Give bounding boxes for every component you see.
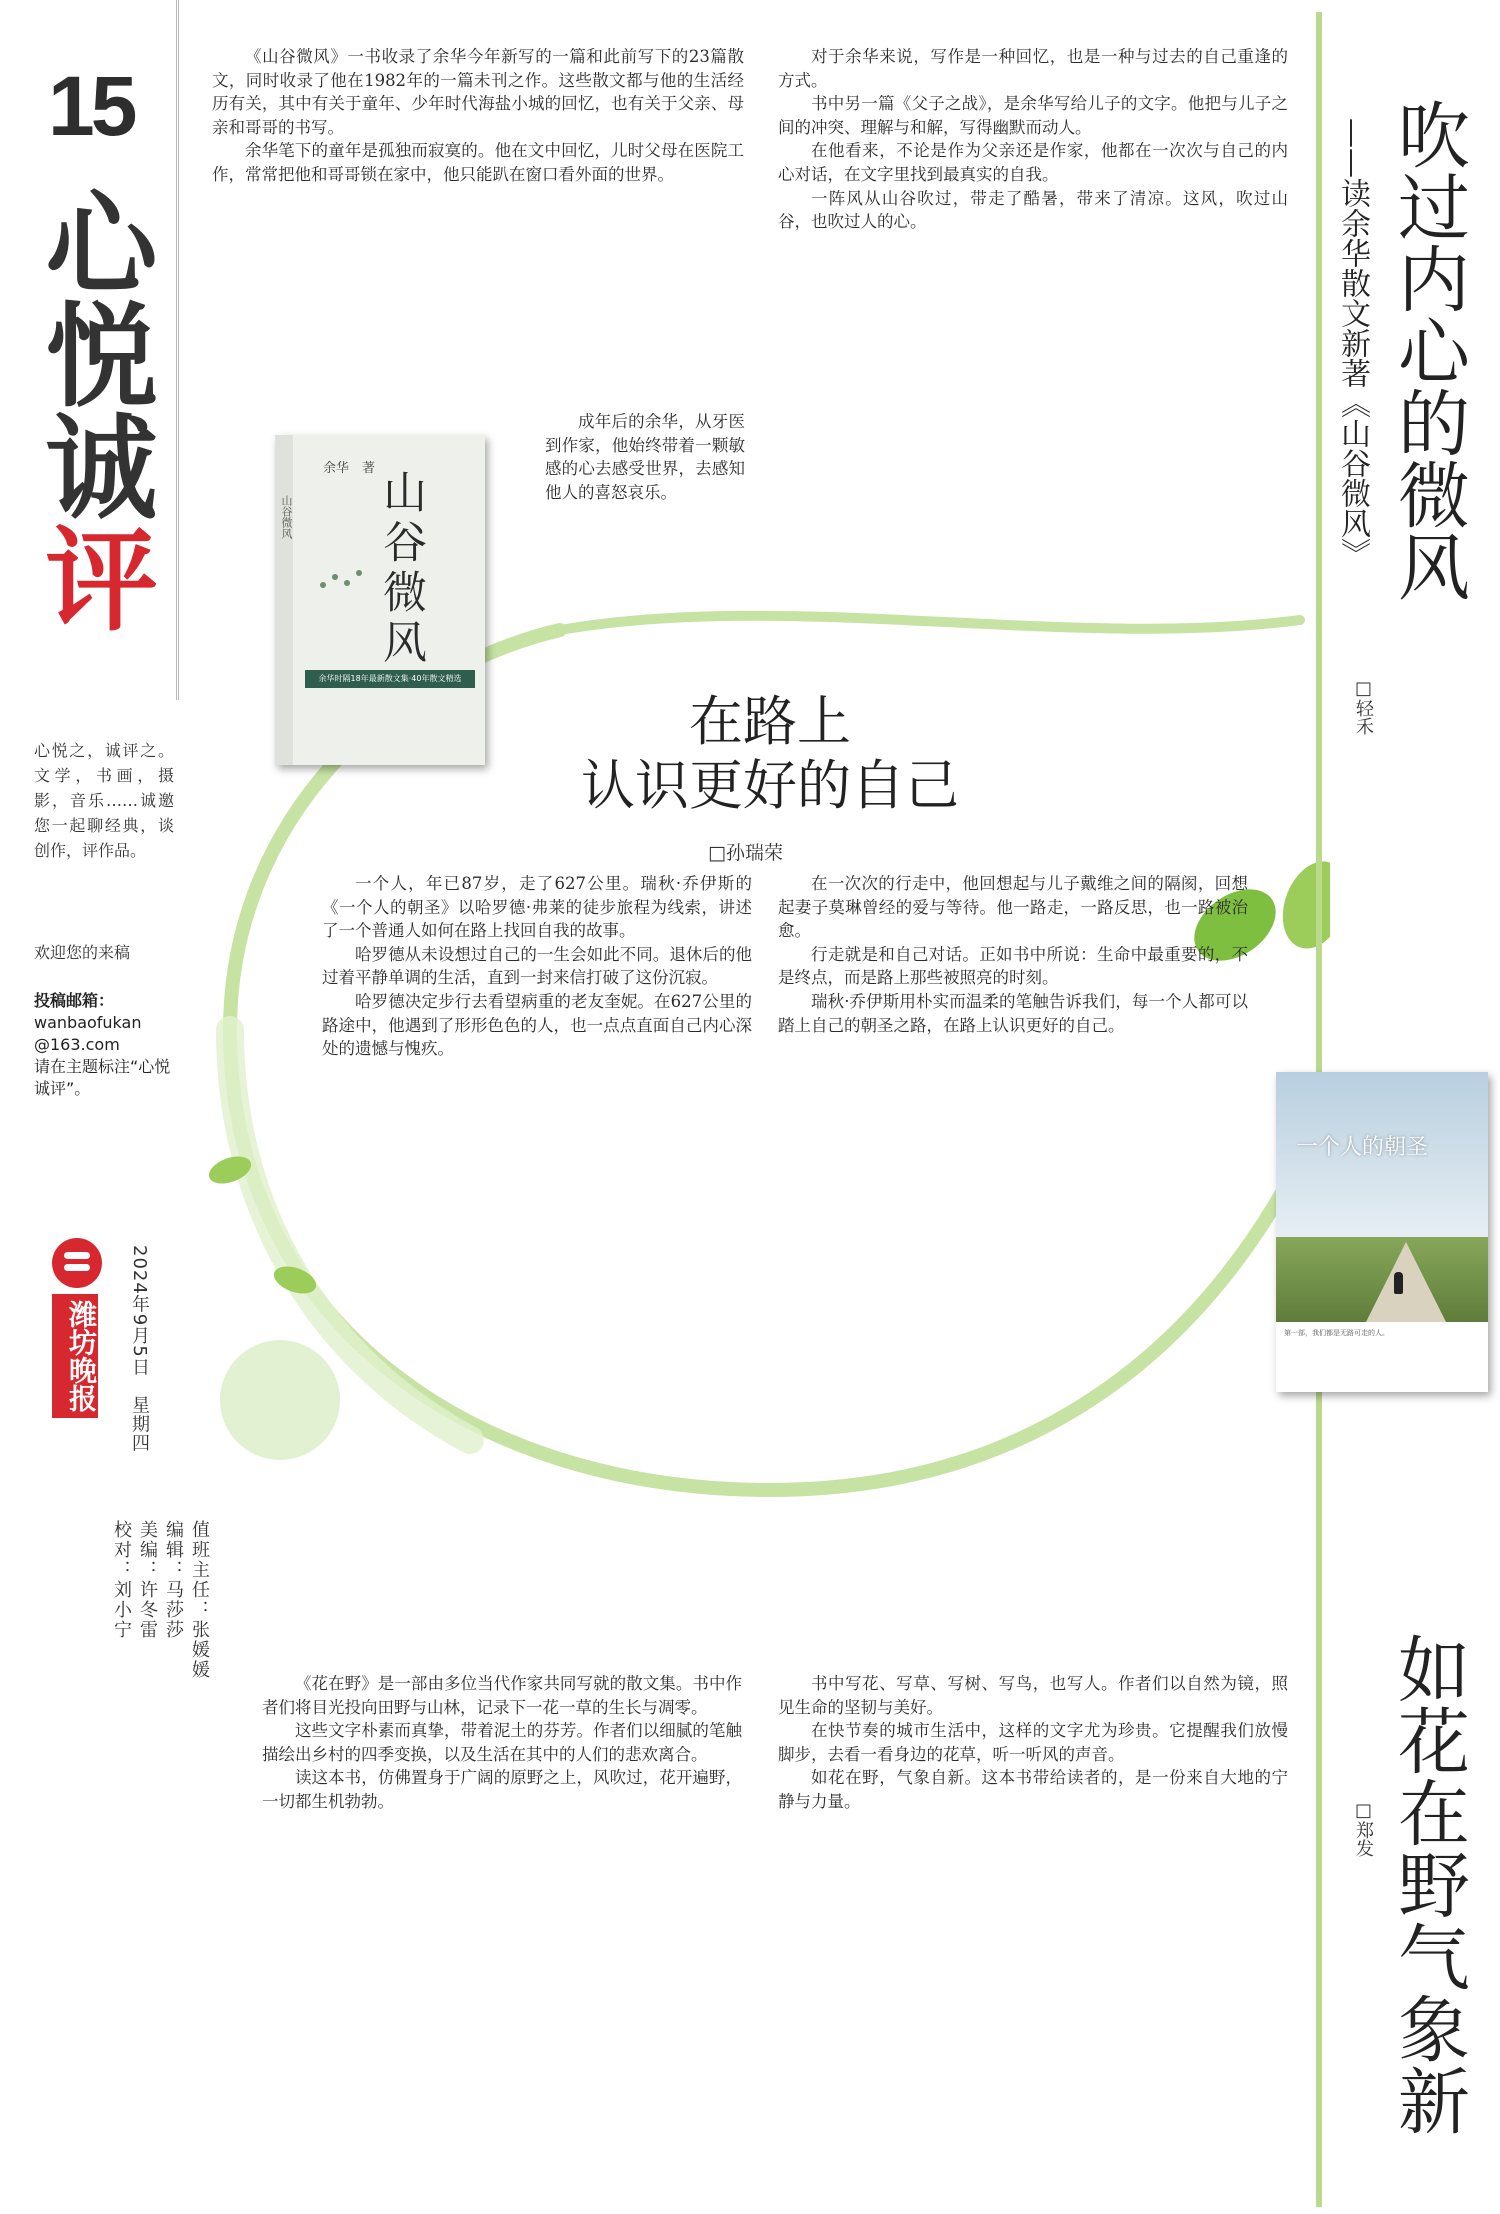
column-intro: 心悦之，诚评之。文学，书画，摄影，音乐……诚邀您一起聊经典，谈创作，评作品。 [34, 741, 174, 860]
staff-editor: 编辑：马莎莎 [163, 1520, 184, 1640]
article2-paragraph: 哈罗德从未设想过自己的一生会如此不同。退休后的他过着平静单调的生活，直到一封来信打破了这份沉寂。 [322, 944, 752, 988]
article3-byline: □郑发 [1353, 1800, 1374, 1857]
article3-headline: 如花在野气象新 [1386, 1632, 1470, 2136]
book-spine-title: 山谷微风 [280, 495, 293, 539]
article2-paragraph: 一个人，年已87岁，走了627公里。瑞秋·乔伊斯的《一个人的朝圣》以哈罗德·弗莱的徒步旅程为线索，讲述了一个普通人如何在路上找回自我的故事。 [322, 874, 752, 941]
contact-label: 投稿邮箱： [34, 991, 115, 1010]
issue-date: 2024年9月5日 星期四 [129, 1245, 150, 1453]
staff-duty-editor: 值班主任：张媛媛 [189, 1520, 210, 1680]
walker-icon [1394, 1272, 1403, 1294]
book-spine [275, 435, 293, 765]
article2-column-left [322, 872, 752, 1512]
logo-mark-icon [52, 1238, 102, 1288]
book2-title: 一个人的朝圣 [1296, 1135, 1429, 1160]
book-author: 余华 著 [323, 461, 376, 476]
article1-paragraph: 余华笔下的童年是孤独而寂寞的。他在文中回忆，儿时父母在医院工作，常常把他和哥哥锁在家中，他只能趴在窗口看外面的世界。 [212, 141, 744, 184]
book-band: 余华时隔18年最新散文集·40年散文精选 [305, 670, 475, 688]
book-cover-dots-icon [315, 555, 375, 595]
welcome-note: 欢迎您的来稿 [34, 943, 131, 962]
article3-column-left [262, 1672, 742, 2202]
column-title [27, 185, 158, 705]
article1-column-left-top [212, 45, 744, 410]
article3-paragraph: 《花在野》是一部由多位当代作家共同写就的散文集。书中作者们将目光投向田野与山林，记录下一花一草的生长与凋零。 [262, 1674, 742, 1717]
article1-column-left-bottom [545, 410, 745, 595]
email-line-1: wanbaofukan [34, 1013, 142, 1032]
book-cover-yigeren-de-chaosheng [1276, 1072, 1488, 1392]
contact-block [34, 990, 174, 1100]
book-title: 山谷微风 [375, 469, 426, 669]
newspaper-logo [52, 1238, 108, 1438]
article2-paragraph: 哈罗德决定步行去看望病重的老友奎妮。在627公里的路途中，他遇到了形形色色的人，也一点点直面自己内心深处的遗憾与愧疚。 [322, 991, 752, 1059]
article1-column-right [778, 45, 1288, 600]
column-title-accent: 评 [27, 521, 158, 633]
email-line-2: @163.com [34, 1035, 120, 1054]
article2-paragraph: 瑞秋·乔伊斯用朴实而温柔的笔触告诉我们，每一个人都可以踏上自己的朝圣之路，在路上认识更好的自己。 [778, 991, 1248, 1035]
book2-cover-road [1366, 1242, 1446, 1322]
page-number: 15 [48, 59, 134, 153]
article1-headline: 吹过内心的微风 [1386, 98, 1470, 602]
staff-designer: 美编：许冬雷 [137, 1520, 158, 1640]
article3-paragraph: 在快节奏的城市生活中，这样的文字尤为珍贵。它提醒我们放慢脚步，去看一看身边的花草，听一听风的声音。 [778, 1721, 1288, 1764]
column-title-main: 心悦诚 [27, 185, 158, 521]
article2-headline [530, 690, 1010, 818]
article2-paragraph: 行走就是和自己对话。正如书中所说：生命中最重要的，不是终点，而是路上那些被照亮的时刻。 [778, 944, 1248, 988]
article1-paragraph: 在他看来，不论是作为父亲还是作家，他都在一次次与自己的内心对话，在文字里找到最真实的自我。 [778, 141, 1288, 184]
article2-headline-line1: 在路上 [689, 690, 851, 753]
newspaper-name: 潍坊晚报 [52, 1294, 98, 1418]
article3-paragraph: 读这本书，仿佛置身于广阔的原野之上，风吹过，花开遍野，一切都生机勃勃。 [262, 1768, 742, 1811]
article1-paragraph: 成年后的余华，从牙医到作家，他始终带着一颗敏感的心去感受世界，去感知他人的喜怒哀乐。 [545, 412, 745, 502]
article1-paragraph: 《山谷微风》一书收录了余华今年新写的一篇和此前写下的23篇散文，同时收录了他在1982年的一篇未刊之作。这些散文都与他的生活经历有关，其中有关于童年、少年时代海盐小城的回忆，也有关于父亲、母亲和哥哥的书写。 [212, 47, 744, 137]
article3-paragraph: 如花在野，气象自新。这本书带给读者的，是一份来自大地的宁静与力量。 [778, 1768, 1288, 1811]
article2-paragraph: 在一次次的行走中，他回想起与儿子戴维之间的隔阂，回想起妻子莫琳曾经的爱与等待。他一路走，一路反思，也一路被治愈。 [778, 874, 1248, 941]
article2-column-right [778, 872, 1248, 1552]
article2-byline: □孙瑞荣 [708, 842, 783, 864]
article3-paragraph: 这些文字朴素而真挚，带着泥土的芬芳。作者们以细腻的笔触描绘出乡村的四季变换，以及生活在其中的人们的悲欢离合。 [262, 1721, 742, 1764]
article1-subhead: ——读余华散文新著《山谷微风》 [1335, 118, 1370, 568]
article1-paragraph: 一阵风从山谷吹过，带走了酷暑，带来了清凉。这风，吹过山谷，也吹过人的心。 [778, 188, 1288, 232]
article1-byline: □轻禾 [1353, 678, 1374, 735]
book-cover-shangu-weifeng [275, 435, 485, 765]
staff-proofreader: 校对：刘小宁 [111, 1520, 132, 1640]
book2-blurb: 第一部，我们都是无路可走的人。 [1284, 1329, 1389, 1337]
article3-paragraph: 书中写花、写草、写树、写鸟，也写人。作者们以自然为镜，照见生命的坚韧与美好。 [778, 1674, 1288, 1717]
contact-note: 请在主题标注“心悦诚评”。 [34, 1057, 171, 1098]
article1-paragraph: 对于余华来说，写作是一种回忆，也是一种与过去的自己重逢的方式。 [778, 47, 1288, 90]
article1-paragraph: 书中另一篇《父子之战》，是余华写给儿子的文字。他把与儿子之间的冲突、理解与和解，写得幽默而动人。 [778, 94, 1288, 137]
article3-column-right [778, 1672, 1288, 2202]
article2-headline-line2: 认识更好的自己 [581, 754, 959, 817]
